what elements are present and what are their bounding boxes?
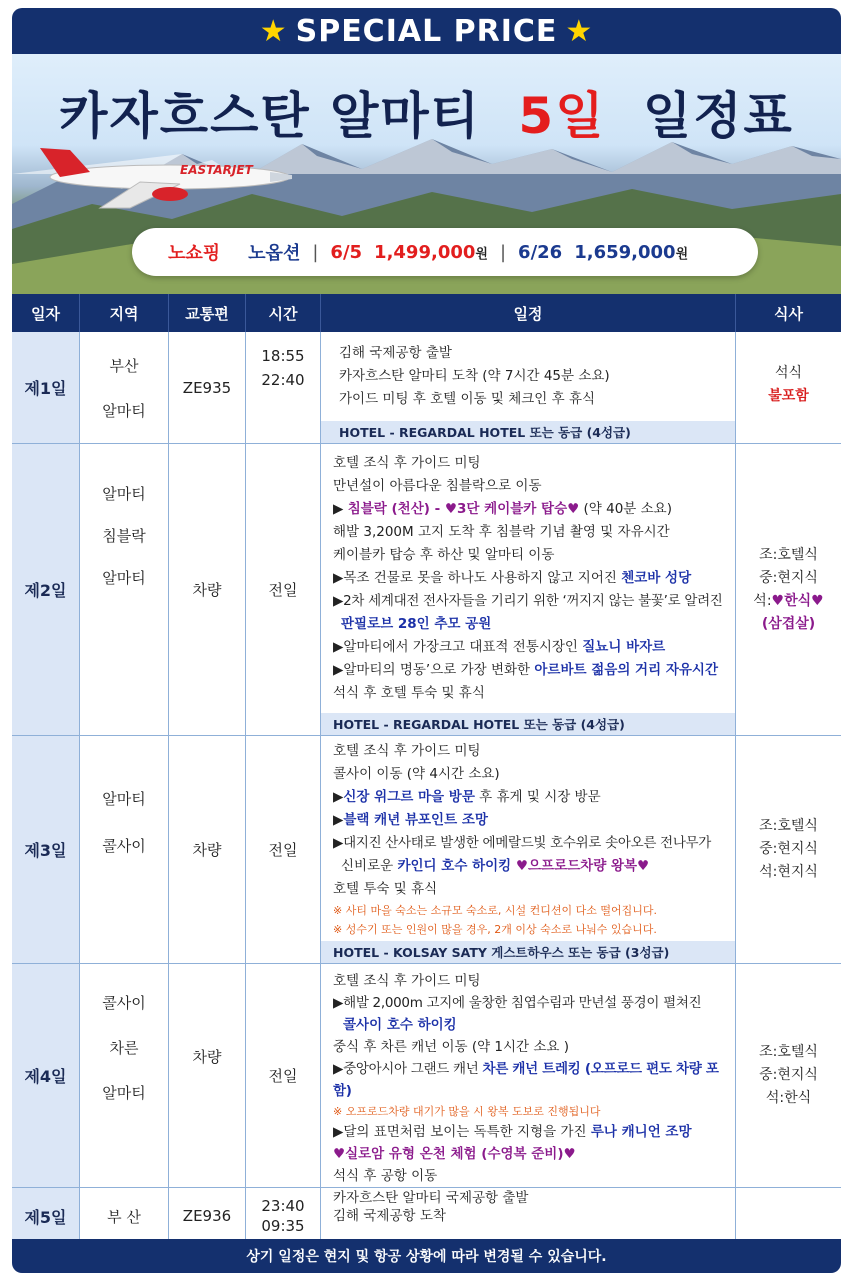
itinerary-table xyxy=(12,294,841,1244)
no-shopping-label: 노쇼핑 xyxy=(168,243,221,264)
svg-text:EASTARJET: EASTARJET xyxy=(180,163,253,177)
meal-cell: 조:호텔식 중:현지식 석:현지식 xyxy=(759,818,818,880)
day-label: 제3일 xyxy=(12,736,80,963)
price-2: 1,659,000 xyxy=(574,241,676,263)
area-cell: 알마티 침블락 알마티 xyxy=(80,444,169,735)
star-icon: ★ xyxy=(259,13,288,49)
day-label: 제2일 xyxy=(12,444,80,735)
price-unit: 원 xyxy=(675,246,689,262)
area-cell: 부산 알마티 xyxy=(80,332,169,443)
day-label: 제1일 xyxy=(12,332,80,443)
table-row xyxy=(12,736,841,964)
header-meal: 식사 xyxy=(774,304,803,323)
hotel-info: HOTEL - REGARDAL HOTEL 또는 동급 (4성급) xyxy=(321,421,735,443)
divider: | xyxy=(499,241,507,263)
time-cell: 전일 xyxy=(246,736,321,963)
schedule-cell: 호텔 조식 후 가이드 미팅 만년설이 아름다운 침블락으로 이동 ▶ 침블락 (천산) - ♥3단 케이블카 탑승♥ (약 40분 소요) 해발 3,200M 고지 도착 후 침블락 기념 촬영 및 자유시간 케이블카 탑승 후 하산 및 알마티 이동 ▶목조 건물로 못을 하나도 사용하지 않고 지어진 첸코바 성당 ▶2차 세계대전 전사자들을 기리기 위한 ‘꺼지지 않는 불꽃’로 알려진 판필로브 28인 추모 공원 ▶알마티에서 가장크고 대표적 전통시장인 질뇨니 바자르 ▶알마티의 명동’으로 가장 변화한 아르바트 젊음의 거리 자유시간 석식 후 호텔 투숙 및 휴식 HOTEL - REGARDAL HOTEL 또는 동급 (4성급) xyxy=(321,444,736,735)
divider: | xyxy=(312,241,319,263)
transport-cell: 차량 xyxy=(169,736,246,963)
day-label: 제5일 xyxy=(12,1188,80,1244)
schedule-cell: 김해 국제공항 도착 xyxy=(321,1188,736,1244)
header-day: 일자 xyxy=(12,294,80,332)
area-cell: 콜사이 차른 알마티 xyxy=(80,964,169,1187)
meal-cell xyxy=(736,1188,841,1244)
meal-cell: 조:호텔식 중:현지식 석:♥한식♥ (삼겹살) xyxy=(753,546,824,632)
meal-cell: 조:호텔식 중:현지식 석:한식 xyxy=(759,1044,818,1106)
time-cell: 23:40 09:35 xyxy=(246,1188,321,1244)
title-days: 5일 xyxy=(518,87,606,145)
header-transport: 교통편 xyxy=(169,294,246,332)
area-cell: 부 산 xyxy=(80,1188,169,1244)
date-2: 6/26 xyxy=(518,241,563,263)
table-row xyxy=(12,964,841,1206)
date-1: 6/5 xyxy=(330,241,363,263)
footer-notice: 상기 일정은 현지 및 항공 상황에 따라 변경될 수 있습니다. xyxy=(12,1239,841,1273)
time-cell: 전일 xyxy=(246,964,321,1187)
schedule-cell: 호텔 조식 후 가이드 미팅 콜사이 이동 (약 4시간 소요) ▶신장 위그르 마을 방문 후 휴게 및 시장 방문 ▶블랙 캐년 뷰포인트 조망 ▶대지진 산사태로 발생한 에메랄드빛 호수위로 솟아오른 전나무가 신비로운 카인디 호수 하이킹 ♥으프로드차량 왕복♥ 호텔 투숙 및 휴식 ※ 사티 마을 숙소는 소규모 숙소로, 시설 컨디션이 다소 떨어집니다. ※ 성수기 또는 인원이 많을 경우, 2개 이상 숙소로 나눠수 있습니다. HOTEL - KOLSAY SATY 게스트하우스 또는 동급 (3성급) xyxy=(321,736,736,963)
day-label: 제4일 xyxy=(12,964,80,1187)
airplane-image xyxy=(30,142,300,212)
area-cell: 알마티 콜사이 xyxy=(80,736,169,963)
transport-cell: ZE935 xyxy=(169,332,246,443)
transport-cell: 차량 xyxy=(169,964,246,1187)
table-row xyxy=(12,444,841,736)
star-icon: ★ xyxy=(565,13,594,49)
page-title: 카자흐스탄 알마티 5일 일정표 xyxy=(59,87,794,145)
time-cell: 18:55 22:40 xyxy=(246,332,321,443)
transport-cell: 차량 xyxy=(169,444,246,735)
transport-cell: ZE936 xyxy=(169,1188,246,1244)
table-row xyxy=(12,332,841,444)
schedule-cell: 김해 국제공항 출발 카자흐스탄 알마티 도착 (약 7시간 45분 소요) 가이드 미팅 후 호텔 이동 및 체크인 후 휴식 HOTEL - REGARDAL HOTEL 또는 동급 (4성급) xyxy=(321,332,736,443)
price-1: 1,499,000 xyxy=(374,241,476,263)
time-cell: 전일 xyxy=(246,444,321,735)
banner-title: SPECIAL PRICE xyxy=(295,13,558,49)
header-area: 지역 xyxy=(80,294,169,332)
price-bar xyxy=(132,228,758,276)
hotel-info: HOTEL - REGARDAL HOTEL 또는 동급 (4성급) xyxy=(321,713,735,735)
price-unit: 원 xyxy=(475,246,488,262)
no-option-label: 노옵션 xyxy=(248,243,301,264)
schedule-cell: 호텔 조식 후 가이드 미팅 ▶해발 2,000m 고지에 울창한 침엽수림과 만년설 풍경이 펼쳐진 콜사이 호수 하이킹 중식 후 차른 캐넌 이동 (약 1시간 소요 ) ▶중앙아시아 그랜드 캐넌 차른 캐넌 트레킹 (오프로드 편도 차량 포함) ※ 오프로드차량 대기가 많을 시 왕복 도보로 진행됩니다 ▶달의 표면처럼 보이는 독특한 지형을 가진 루나 캐니언 조망 ♥실로암 유형 온천 체험 (수영복 준비)♥ 석식 후 공항 이동 카자흐스탄 알마티 국제공항 출발 xyxy=(321,964,736,1187)
meal-cell: 석식 불포함 xyxy=(768,365,809,404)
hotel-info: HOTEL - KOLSAY SATY 게스트하우스 또는 동급 (3성급) xyxy=(321,941,735,963)
header-schedule: 일정 xyxy=(321,294,736,332)
table-header xyxy=(12,294,841,332)
hero-section xyxy=(12,54,841,294)
table-row xyxy=(12,1188,841,1244)
header-time: 시간 xyxy=(246,294,321,332)
special-price-banner xyxy=(12,8,841,54)
